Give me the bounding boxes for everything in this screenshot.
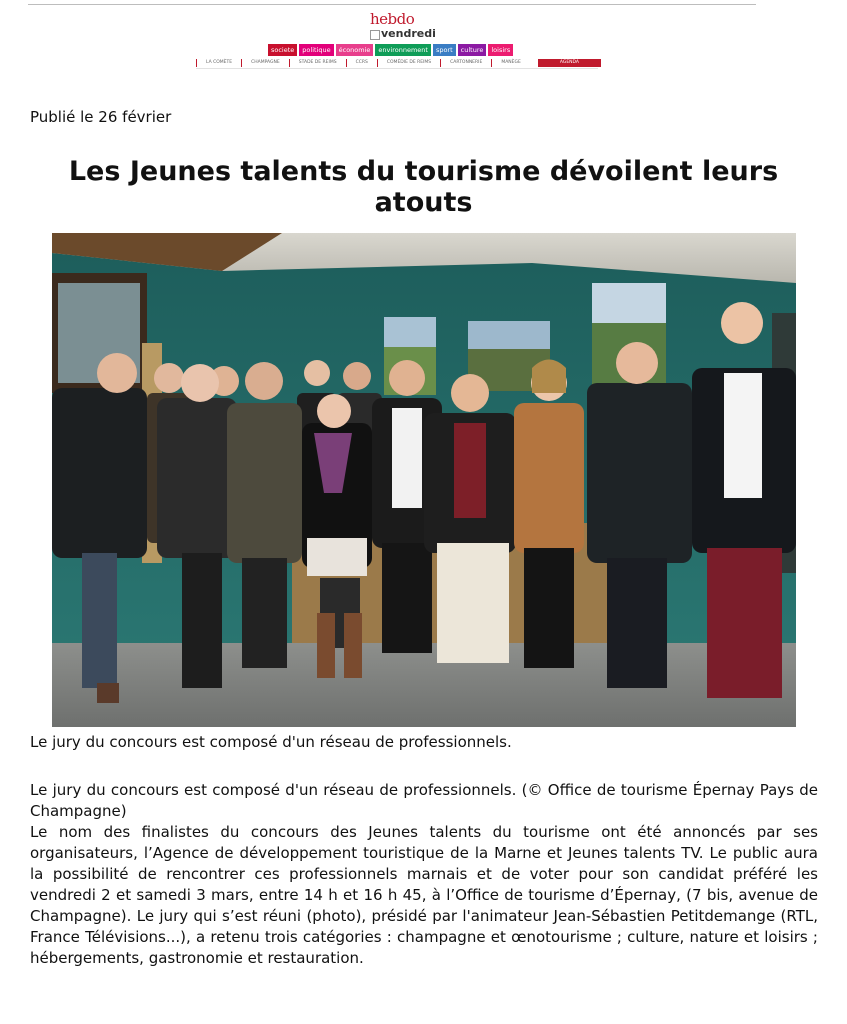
subnav-rule [196,68,598,69]
section-link[interactable]: culture [458,44,487,56]
section-link[interactable]: économie [336,44,374,56]
section-nav [268,44,513,56]
article-paragraph: Le nom des finalistes du concours des Jeunes talents du tourisme ont été annoncés par ses organisateurs, l’Agence de développement touristique de la Marne et Jeunes talents TV. Le public aura la possibilité de rencontrer ces professionnels marnais et de voter pour son candidat préféré les vendredi 2 et samedi 3 mars, entre 14 h et 16 h 45, à l’Office de tourisme d’Épernay, (7 bis, avenue de Champagne). Le jury qui s’est réuni (photo), présidé par l'animateur Jean-Sébastien Petitdemange (RTL, France Télévisions...), a retenu trois catégories : champagne et œnotourisme ; culture, nature et loisirs ; hébergements, gastronomie et restauration. [30,823,818,967]
section-link[interactable]: environnement [375,44,431,56]
subnav-link[interactable]: LA COMÈTE [196,59,241,67]
section-link[interactable]: sport [433,44,456,56]
subnav-link[interactable]: STADE DE REIMS [289,59,346,67]
masthead [140,8,656,72]
hebdo-vendredi-logo[interactable] [368,10,436,44]
subnav-link[interactable]: CCRS [346,59,377,67]
subnav-link[interactable]: CARTONNERIE [440,59,491,67]
article-body [30,780,818,969]
sub-nav [196,59,598,67]
jury-group-photo [52,233,796,727]
subnav-link[interactable]: MANÈGE [491,59,530,67]
subnav-link[interactable]: COMÉDIE DE REIMS [377,59,440,67]
agenda-link[interactable]: AGENDA [538,59,601,67]
section-link[interactable]: loisirs [488,44,513,56]
article-headline: Les Jeunes talents du tourisme dévoilent leurs atouts [68,156,779,218]
logo-mark-icon [370,30,380,40]
publication-date: Publié le 26 février [30,108,172,126]
photo-credit: Le jury du concours est composé d'un réseau de professionnels. (© Office de tourisme Épernay Pays de Champagne) [30,781,818,820]
top-rule [28,4,756,5]
section-link[interactable]: societe [268,44,297,56]
section-link[interactable]: politique [299,44,333,56]
logo-line2: vendredi [381,27,436,40]
subnav-link[interactable]: CHAMPAGNE [241,59,289,67]
logo-line1: hebdo [370,10,415,28]
photo-caption: Le jury du concours est composé d'un réseau de professionnels. [30,733,512,751]
